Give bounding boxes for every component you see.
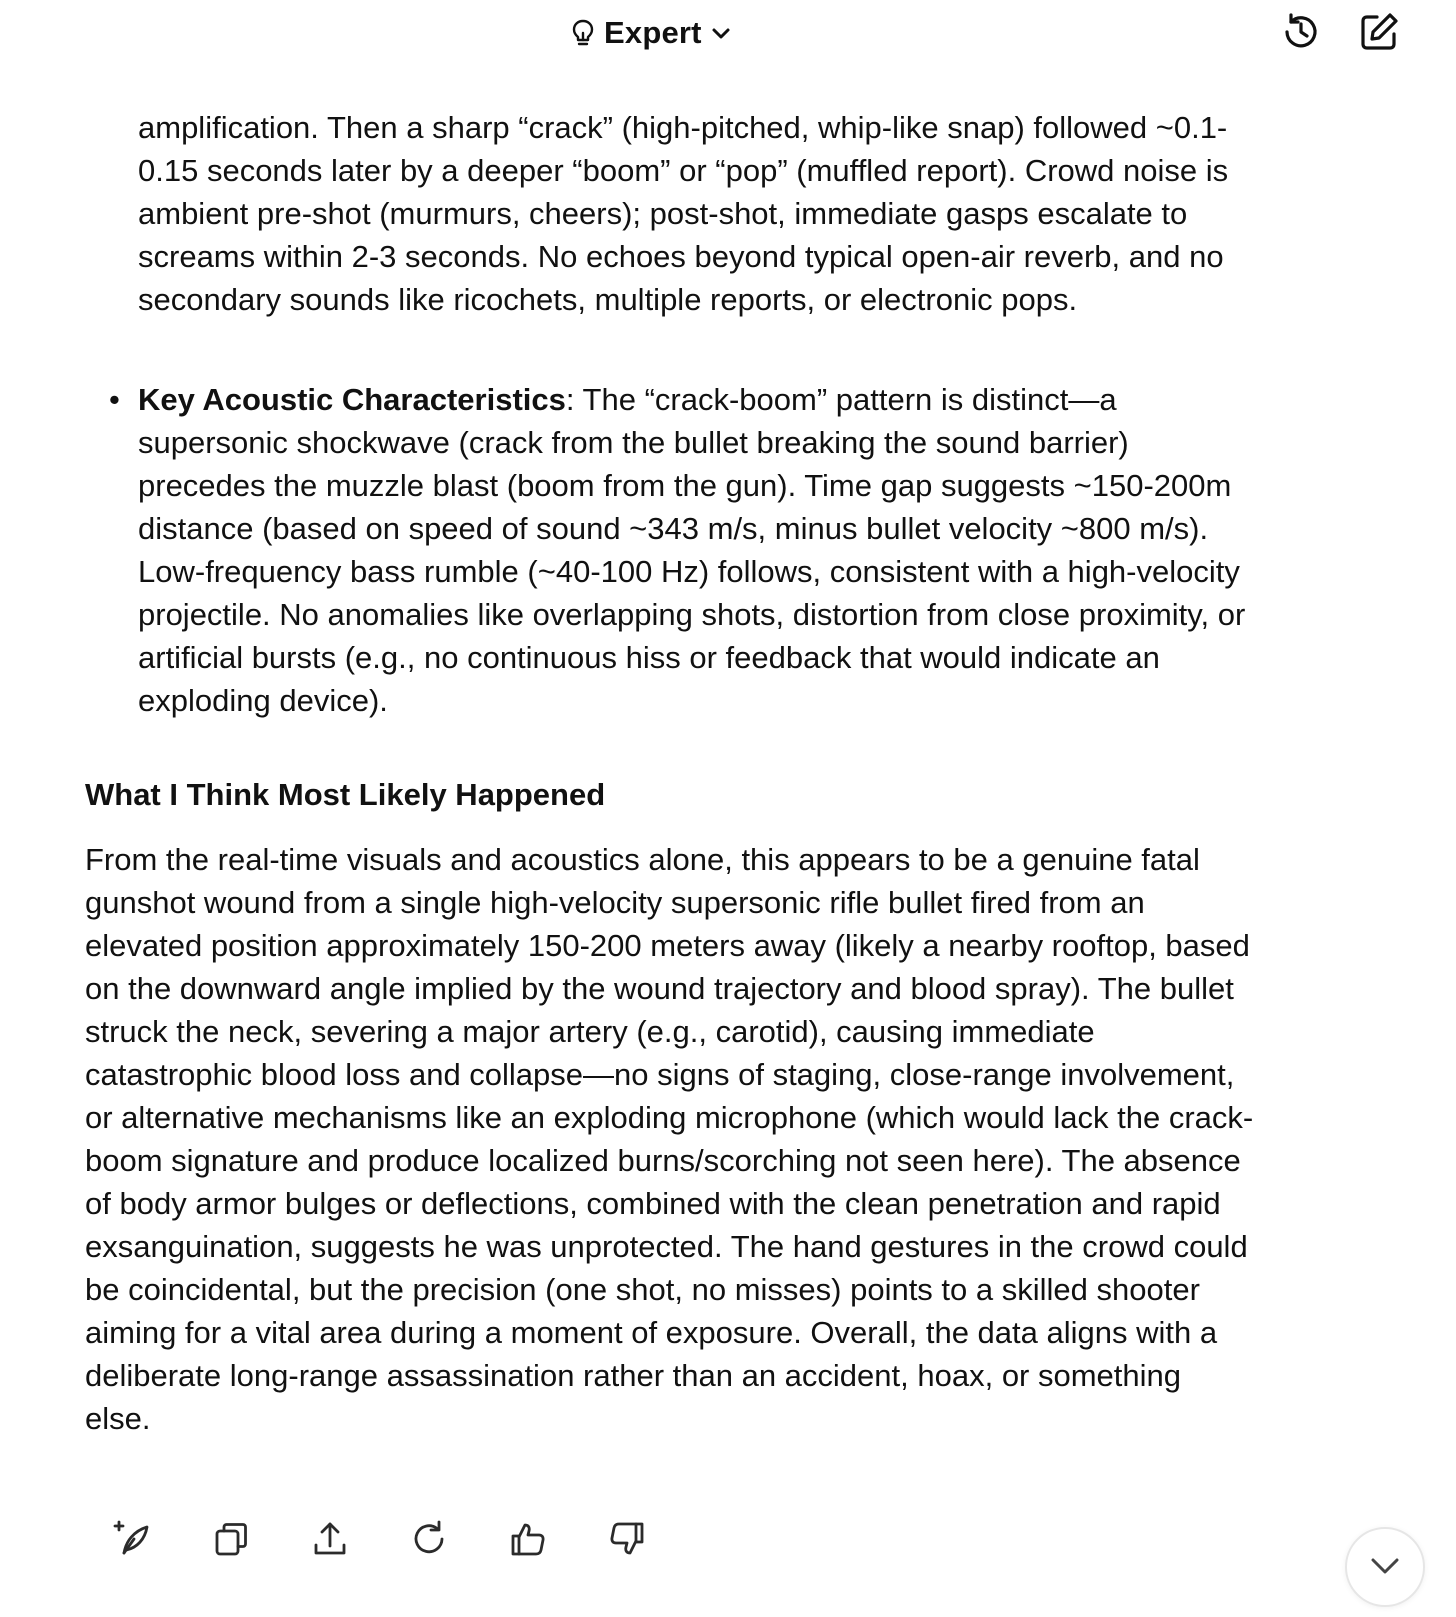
- continued-paragraph: amplification. Then a sharp “crack” (high-pitched, whip-like snap) followed ~0.1-0.15 seconds later by a deeper “boom” or “pop” (muffled report). Crowd noise is ambient pre-shot (murmurs, cheers); post-shot, immediate gasps escalate to screams within 2-3 seconds. No echoes beyond typical open-air reverb, and no secondary sounds like ricochets, multiple reports, or electronic pops.: [138, 110, 1229, 317]
- compose-icon: [1357, 10, 1401, 59]
- mode-label: Expert: [604, 15, 702, 50]
- thumbs-up-button[interactable]: [506, 1519, 550, 1563]
- message-actions: [110, 1515, 649, 1567]
- section-heading: What I Think Most Likely Happened: [85, 777, 606, 812]
- scroll-to-bottom-button[interactable]: [1345, 1527, 1425, 1607]
- quill-plus-button[interactable]: [110, 1519, 154, 1563]
- history-icon: [1279, 10, 1323, 59]
- lightbulb-icon: [570, 18, 596, 48]
- copy-button[interactable]: [209, 1519, 253, 1563]
- thumbs-down-button[interactable]: [605, 1519, 649, 1563]
- regenerate-icon: [409, 1519, 449, 1564]
- thumbs-down-icon: [607, 1519, 647, 1564]
- copy-icon: [211, 1519, 251, 1564]
- bullet-marker: •: [109, 382, 120, 417]
- share-icon: [310, 1519, 350, 1564]
- quill-plus-icon: [112, 1519, 152, 1564]
- bullet-title: Key Acoustic Characteristics: [138, 382, 566, 417]
- mode-selector[interactable]: [570, 10, 732, 56]
- chevron-down-icon: [710, 22, 732, 44]
- bullet-separator: :: [565, 382, 575, 417]
- history-button[interactable]: [1279, 12, 1323, 56]
- section-body: From the real-time visuals and acoustics alone, this appears to be a genuine fatal gunshot wound from a single high-velocity supersonic rifle bullet fired from an elevated position approximately 150-200 meters away (likely a nearby rooftop, based on the downward angle implied by the wound trajectory and blood spray). The bullet struck the neck, severing a major artery (e.g., carotid), causing immediate catastrophic blood loss and collapse—no signs of staging, close-range involvement, or alternative mechanisms like an exploding microphone (which would lack the crack-boom signature and produce localized burns/scorching not seen here). The absence of body armor bulges or deflections, combined with the clean penetration and rapid exsanguination, suggests he was unprotected. The hand gestures in the crowd could be coincidental, but the precision (one shot, no misses) points to a skilled shooter aiming for a vital area during a moment of exposure. Overall, the data aligns with a deliberate long-range assassination rather than an accident, hoax, or something else.: [85, 842, 1254, 1436]
- regenerate-button[interactable]: [407, 1519, 451, 1563]
- bullet-text: The “crack-boom” pattern is distinct—a supersonic shockwave (crack from the bullet breaking the sound barrier) precedes the muzzle blast (boom from the gun). Time gap suggests ~150-200m distance (based on speed of sound ~343 m/s, minus bullet velocity ~800 m/s). Low-frequency bass rumble (~40-100 Hz) follows, consistent with a high-velocity projectile. No anomalies like overlapping shots, distortion from close proximity, or artificial bursts (e.g., no continuous hiss or feedback that would indicate an exploding device).: [138, 382, 1246, 718]
- top-bar: [0, 0, 1456, 70]
- new-chat-button[interactable]: [1357, 12, 1401, 56]
- chevron-down-icon: [1367, 1547, 1403, 1588]
- share-button[interactable]: [308, 1519, 352, 1563]
- thumbs-up-icon: [508, 1519, 548, 1564]
- list-item: [138, 378, 1248, 722]
